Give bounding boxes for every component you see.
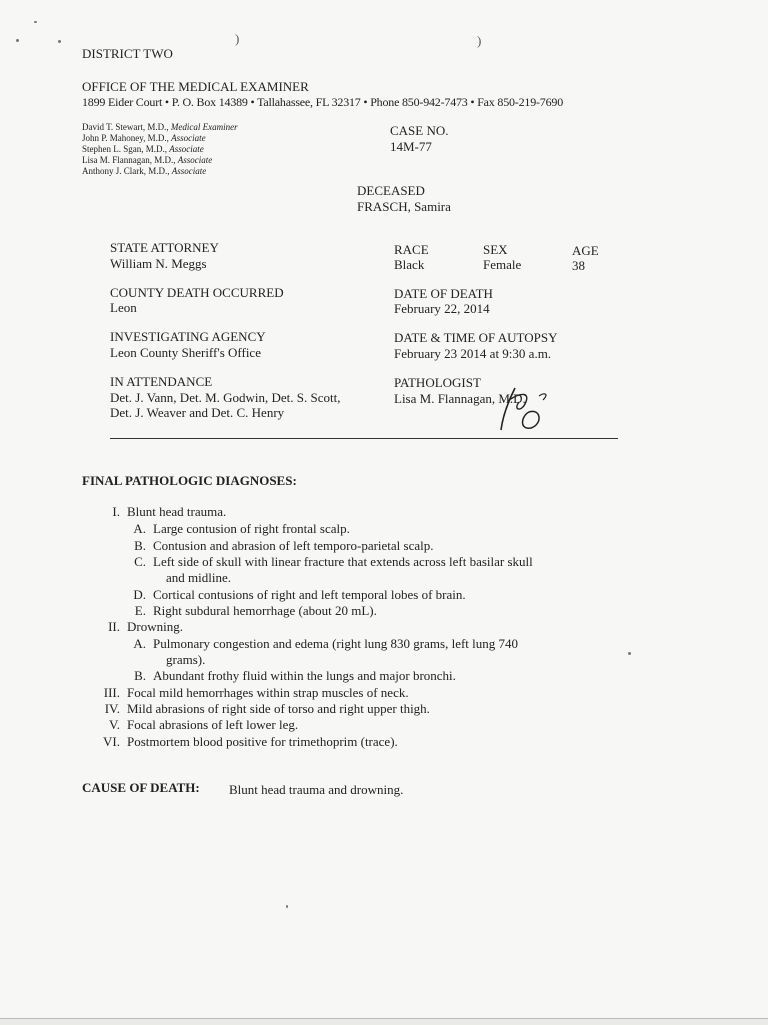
scan-speck	[58, 40, 61, 43]
office-title: OFFICE OF THE MEDICAL EXAMINER	[82, 79, 309, 94]
attendance-line: Det. J. Weaver and Det. C. Henry	[110, 405, 285, 420]
office-address: 1899 Eider Court • P. O. Box 14389 • Tallahassee, FL 32317 • Phone 850-942-7473 • Fax 850-219-7690	[82, 95, 563, 109]
diagnoses-title: FINAL PATHOLOGIC DIAGNOSES:	[82, 473, 297, 488]
sex-label: SEX	[483, 242, 508, 257]
cause-of-death-label: CAUSE OF DEATH:	[82, 780, 200, 795]
attendance-label: IN ATTENDANCE	[110, 374, 213, 389]
diagnosis-text: Mild abrasions of right side of torso and right upper thigh.	[127, 701, 430, 716]
cause-of-death-value: Blunt head trauma and drowning.	[229, 782, 404, 797]
agency-value: Leon County Sheriff's Office	[110, 345, 261, 360]
staff-entry: Anthony J. Clark, M.D., Associate	[82, 166, 207, 176]
date-of-death-value: February 22, 2014	[394, 301, 490, 316]
scan-speck	[286, 905, 288, 908]
diagnosis-number: II.	[108, 619, 120, 634]
pathologist-value: Lisa M. Flannagan, M.D.	[394, 391, 526, 406]
diagnosis-number: I.	[112, 504, 120, 519]
agency-label: INVESTIGATING AGENCY	[110, 329, 266, 344]
scan-mark: )	[235, 31, 240, 46]
race-label: RACE	[394, 242, 429, 257]
pathologist-label: PATHOLOGIST	[394, 375, 481, 390]
staff-entry: David T. Stewart, M.D., Medical Examiner	[82, 122, 238, 132]
district-label: DISTRICT TWO	[82, 46, 173, 61]
scan-speck	[34, 21, 37, 23]
scan-mark: )	[477, 33, 482, 48]
scan-speck	[16, 39, 19, 42]
diagnosis-text: Drowning.	[127, 619, 183, 634]
deceased-name: FRASCH, Samira	[357, 199, 451, 214]
diagnosis-number: V.	[109, 717, 120, 732]
attendance-line: Det. J. Vann, Det. M. Godwin, Det. S. Scott,	[110, 390, 341, 405]
diagnosis-text: Postmortem blood positive for trimethoprim (trace).	[127, 734, 398, 749]
autopsy-report-page: ) ) DISTRICT TWO OFFICE OF THE MEDICAL EXAMINER 1899 Eider Court • P. O. Box 14389 • Tallahassee, FL 32317 • Phone 850-942-7473 • Fax 850-219-7690 David T. Stewart, M.D., Medical Examiner John P. Mahoney, M.D., Associate Stephen L. Sgan, M.D., Associate Lisa M. Flannagan, M.D., Associate Anthony J. Clark, M.D., Associate CASE NO. 14M-77 DECEASED FRASCH, Samira STATE ATTORNEY William N. Meggs COUNTY DEATH OCCURRED Leon INVESTIGATING AGENCY Leon County Sheriff's Office IN ATTENDANCE Det. J. Vann, Det. M. Godwin, Det. S. Scott, Det. J. Weaver and Det. C. Henry RACE Black SEX Female AGE 38 DATE OF DEATH February 22, 2014 DATE & TIME OF AUTOPSY February 23 2014 at 9:30 a.m. PATHOLOGIST Lisa M. Flannagan, M.D. FINAL PATHOLOGIC DIAGNOSES: I. Blunt head trauma. A. Large contusion of right frontal scalp. B. Contusion and abrasion of left temporo-parietal scalp. C. Left side of skull with linear fracture that extends across left basilar skull and midline. D. Cortical contusions of right and left temporal lobes of brain. E. Right subdural hemorrhage (about 20 mL). II. Drowning. A. Pulmonary congestion and edema (right lung 830 grams, left lung 740 grams). B. Abundant frothy fluid within the lungs and major bronchi. III. Focal mild hemorrhages within strap muscles of neck. IV. Mild abrasions of right side of torso and right upper thigh. V. Focal abrasions of left lower leg. VI. Postmortem blood positive for trimethoprim (trace). CAUSE OF DEATH: Blunt head trauma and drowning.	[0, 0, 768, 1024]
deceased-label: DECEASED	[357, 183, 425, 198]
autopsy-datetime-value: February 23 2014 at 9:30 a.m.	[394, 346, 552, 361]
date-of-death-label: DATE OF DEATH	[394, 286, 493, 301]
diagnosis-number: IV.	[104, 701, 120, 716]
race-value: Black	[394, 257, 425, 272]
case-number-label: CASE NO.	[390, 123, 449, 138]
pathologist-signature	[495, 382, 555, 434]
state-attorney-value: William N. Meggs	[110, 256, 207, 271]
age-label: AGE	[572, 243, 599, 258]
staff-entry: Stephen L. Sgan, M.D., Associate	[82, 144, 204, 154]
diagnosis-number: III.	[103, 685, 120, 700]
diagnosis-number: VI.	[103, 734, 120, 749]
autopsy-datetime-label: DATE & TIME OF AUTOPSY	[394, 330, 558, 345]
diagnosis-text: Focal mild hemorrhages within strap muscles of neck.	[127, 685, 409, 700]
staff-entry: John P. Mahoney, M.D., Associate	[82, 133, 206, 143]
diagnosis-text: Blunt head trauma.	[127, 504, 227, 519]
county-value: Leon	[110, 300, 137, 315]
sex-value: Female	[483, 257, 522, 272]
diagnosis-text: Focal abrasions of left lower leg.	[127, 717, 299, 732]
case-number-value: 14M-77	[390, 139, 432, 154]
state-attorney-label: STATE ATTORNEY	[110, 240, 219, 255]
section-divider	[110, 438, 618, 439]
county-label: COUNTY DEATH OCCURRED	[110, 285, 284, 300]
scan-speck	[628, 652, 631, 655]
staff-entry: Lisa M. Flannagan, M.D., Associate	[82, 155, 213, 165]
age-value: 38	[572, 258, 585, 273]
